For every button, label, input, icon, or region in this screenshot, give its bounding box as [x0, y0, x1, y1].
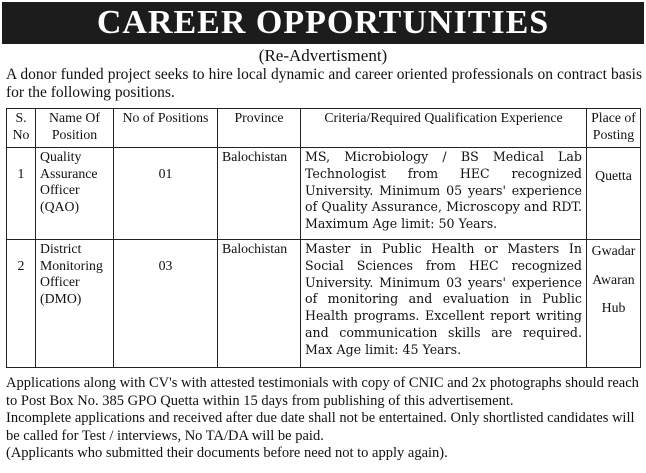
place-name: Gwadar: [591, 243, 636, 258]
place-name: Hub: [601, 300, 626, 315]
header-position-name: Name Of Position: [36, 109, 114, 148]
header-positions-count: No of Positions: [114, 109, 218, 148]
row-positions-count: 01: [114, 148, 218, 240]
place-name: Awaran: [592, 271, 635, 287]
row-place: [587, 240, 641, 368]
positions-table: [6, 108, 641, 368]
footer-eligibility-note: Incomplete applications and received after due date shall not be entertained. Only shortlisted candidates will be called for Test / interviews, No TA/DA will be paid.: [6, 410, 635, 444]
row-position-name: District Monitoring Officer (DMO): [36, 240, 114, 368]
ad-subtitle: (Re-Advertisment): [258, 46, 388, 65]
row-positions-count: 03: [114, 240, 218, 368]
place-name: Quetta: [595, 168, 632, 183]
footer-submission-note: Applications along with CV's with attested testimonials with copy of CNIC and 2x photographs should reach to Post Box No. 385 GPO Quetta within 15 days from publishing of this advertisement.: [6, 375, 639, 409]
row-criteria: MS, Microbiology / BS Medical Lab Technologist from HEC recognized University. Minimum 05 years' experience of Quality Assurance, Microscopy and RDT. Maximum Age limit: 50 Years.: [301, 148, 587, 240]
header-place: Place of Posting: [587, 109, 641, 148]
footer-reapply-note: (Applicants who submitted their documents before need not to apply again).: [6, 445, 448, 461]
header-province: Province: [218, 109, 301, 148]
table-row: [7, 148, 641, 240]
row-criteria: Master in Public Health or Masters In Social Sciences from HEC recognized University. Minimum 03 years' experience of monitoring and evaluation in Public Health programs. Excellent report writing and communication skills are required. Max Age limit: 45 Years.: [301, 240, 587, 368]
ad-footer: [6, 375, 642, 463]
table-row: [7, 240, 641, 368]
ad-intro: A donor funded project seeks to hire local dynamic and career oriented professionals on contract basis for the following positions.: [6, 66, 642, 101]
row-province: Balochistan: [218, 240, 301, 368]
header-criteria: Criteria/Required Qualification Experience: [301, 109, 587, 148]
row-place: [587, 148, 641, 240]
row-position-name: Quality Assurance Officer (QAO): [36, 148, 114, 240]
header-sno: S. No: [7, 109, 36, 148]
row-sno: 1: [7, 148, 36, 240]
table-header-row: [7, 109, 641, 148]
ad-title-banner: CAREER OPPORTUNITIES: [2, 2, 644, 44]
row-province: Balochistan: [218, 148, 301, 240]
row-sno: 2: [7, 240, 36, 368]
